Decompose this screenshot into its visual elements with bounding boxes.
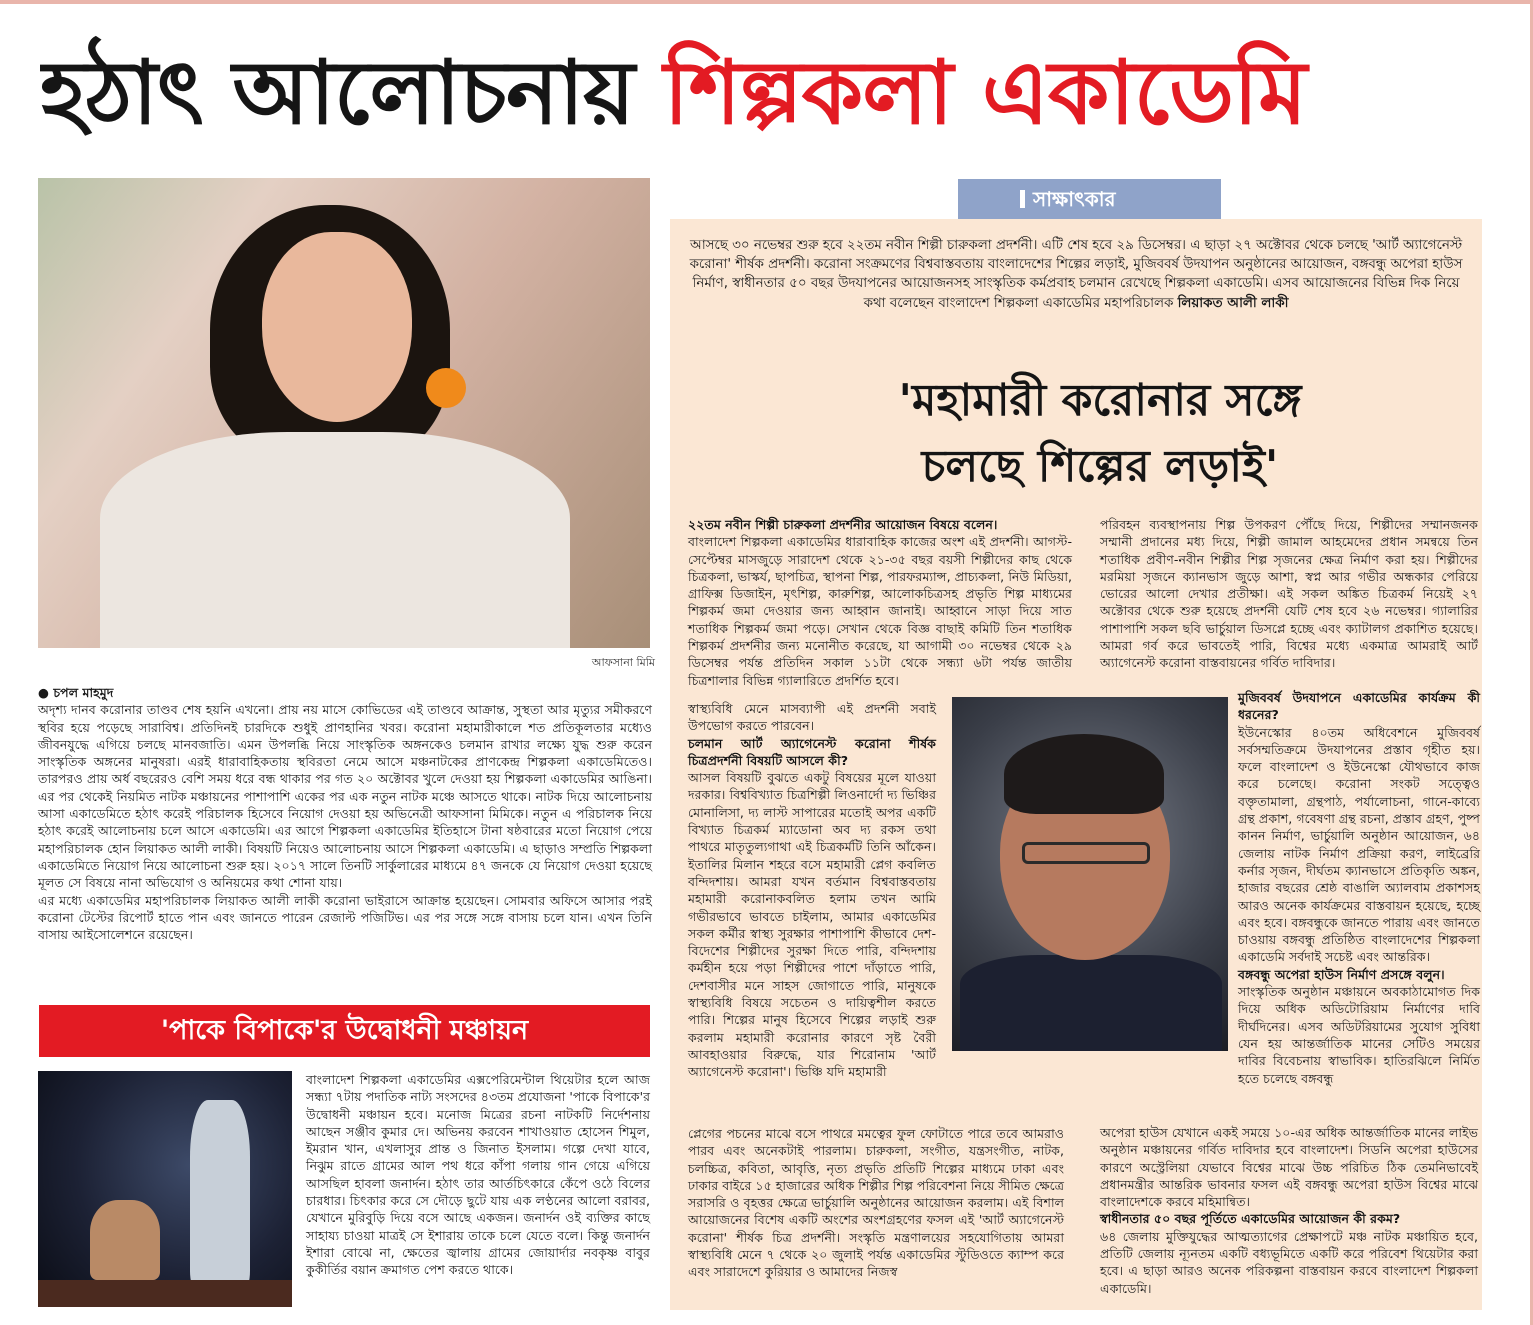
photo-credit: আফসানা মিমি (591, 656, 655, 669)
hair-flower (426, 368, 466, 408)
stage-photo (38, 1071, 292, 1307)
sub-story-banner: 'পাকে বিপাকে'র উদ্বোধনী মঞ্চায়ন (39, 1005, 650, 1057)
quote-line-1: 'মহামারী করোনার সঙ্গে (898, 375, 1302, 426)
interview-column-2b (1238, 689, 1480, 1087)
left-article-paragraph-1: অদৃশ্য দানব করোনার তাণ্ডব শেষ হয়নি এখনো। প্রায় নয় মাসে কোভিডের এই তাণ্ডবে আক্রান্ত, সুস্থতা আর মৃত্যুর সমীকরণে স্থবির হয়ে পড়েছে সারাবিশ্ব। প্রতিদিনই চারদিকে শুধুই প্রাণহানির খবর। করোনা মহামারীকালে শত প্রতিকূলতার মধ্যেও জীবনযুদ্ধে এগিয়ে চলছে মানবজাতি। এমন উপলব্ধি নিয়ে সাংস্কৃতিক অঙ্গনকেও চলমান রাখার লক্ষ্যে যুদ্ধ শুরু করেন সাংস্কৃতিক অঙ্গনের মানুষরা। এরই ধারাবাহিকতায় স্থবিরতা নেমে আসে মঞ্চনাটকের প্রাণকেন্দ্র শিল্পকলা একাডেমিতেও। তারপরও প্রায় অর্ধ বছরেরও বেশি সময় ধরে বন্ধ থাকার পর গত ২০ অক্টোবর খুলে দেওয়া হয় শিল্পকলা একাডেমির আঙিনা। এর পর থেকেই নিয়মিত নাটক মঞ্চায়নের পাশাপাশি একের পর এক নতুন নাটক মঞ্চে আসতে থাকে। নাটক দিয়ে আলোচনায় আসা একাডেমিতে হঠাৎ করেই পরিচালক হিসেবে নিয়োগ দেওয়া হয় অভিনেত্রী আফসানা মিমিকে। নতুন এ পরিচালক নিয়ে হঠাৎ করেই আলোচনায় চলে আসে একাডেমি। এর আগে শিল্পকলা একাডেমির ইতিহাসে টানা ষষ্ঠবারের মতো নিয়োগ পেয়ে মহাপরিচালক হোন লিয়াকত আলী লাকী। বিষয়টি নিয়েও আলোচনায় আসে শিল্পকলা একাডেমি। এ ছাড়াও সম্প্রতি শিল্পকলা একাডেমিতে নিয়োগ নিয়ে আলোচনা শুরু হয়। ২০১৭ সালে তিনটি সার্কুলারের মাধ্যমে ৪৭ জনকে যে নিয়োগ দেওয়া হয়েছে মূলত সে বিষয়ে নানা অভিযোগ ও অনিয়মের কথা শোনা যায়। (38, 702, 652, 891)
sub-article: বাংলাদেশ শিল্পকলা একাডেমির এক্সপেরিমেন্টাল থিয়েটার হলে আজ সন্ধ্যা ৭টায় পদাতিক নাট্য সংসদের ৪৩তম প্রযোজনা 'পাকে বিপাকে'র উদ্বোধনী মঞ্চায়ন হবে। মনোজ মিত্রের রচনা নাটকটি নির্দেশনায় আছেন সঞ্জীব কুমার দে। অভিনয় করবেন শাখাওয়াত হোসেন শিমুল, ইমরান খান, এখলাসুর প্রান্ত ও জিনাত ইসলাম। গল্পে দেখা যাবে, নিঝুম রাতে গ্রামের আল পথ ধরে কাঁপা গলায় গান গেয়ে এগিয়ে আসছিল হাবলা জনার্দন। হঠাৎ তার আর্তচিৎকারে কেঁপে ওঠে বিলের চারধার। চিৎকার করে সে দৌড়ে ছুটে যায় এক লণ্ঠনের আলো বরাবর, যেখানে মুরিবুড়ি দিয়ে বসে আছে একজন। জনার্দন ওই ব্যক্তির কাছে সাহায্য চাওয়া মাত্রই সে ইশারায় তাকে চলে যেতে বলে। কিন্তু জনার্দন ইশারা বোঝে না, ক্ষেতের জ্বালায় গ্রামের জোয়ার্দার নবকৃষ্ণ বাবুর কুকীর্তির বয়ান ক্রমাগত পেশ করতে থাকে। (306, 1072, 650, 1278)
dg-hair (1004, 734, 1164, 814)
answer-2: আসল বিষয়টি বুঝতে একটু বিষয়ের মূলে যাওয়া দরকার। বিশ্ববিখ্যাত চিত্রশিল্পী লিওনার্দো দ্য ভিঞ্চির মোনালিসা, দ্য লাস্ট সাপারের মতোই অপর একটি বিখ্যাত চিত্রকর্ম ম্যাডোনা অব দ্য রকস তথা পাথরে মাতৃতুল্যগাথা এই চিত্রকর্মটি তিনি আঁকেন। ইতালির মিলান শহরে বসে মহামারী প্লেগ কবলিত বন্দিদশায়। আমরা যখন বর্তমান বিশ্ববাস্তবতায় মহামারী করোনাকবলিত হলাম তখন আমি গভীরভাবে ভাবতে চাইলাম, আমার একাডেমির সকল কর্মীর স্বাস্থ্য সুরক্ষার পাশাপাশি কীভাবে দেশ-বিদেশের শিল্পীদের সুরক্ষা দিতে পারি, বন্দিদশায় কর্মহীন হয়ে পড়া শিল্পীদের পাশে দাঁড়াতে পারি, দেশবাসীর মনে সাহস জোগাতে পারি, মানুষকে স্বাস্থ্যবিধি বিষয়ে সচেতন ও দায়িত্বশীল করতে পারি। শিল্পের মানুষ হিসেবে শিল্পের লড়াই শুরু করলাম মহামারী করোনার কারণে সৃষ্ট বৈরী আবহাওয়ার বিরুদ্ধে, যার শিরোনাম 'আর্ট অ্যাগেনেস্ট করোনা'। ভিঞ্চি যদি মহামারী (688, 770, 936, 1080)
dg-suit (960, 955, 1222, 1051)
section-tag-label: সাক্ষাৎকার (1033, 187, 1116, 211)
stage-actor (90, 1200, 160, 1280)
left-article-paragraph-2: এর মধ্যে একাডেমির মহাপরিচালক লিয়াকত আলী লাকী করোনা ভাইরাসে আক্রান্ত হয়েছেন। সোমবার অফিসে আসার পরই করোনা টেস্টের রিপোর্ট হাতে পান এবং জানতে পারেন রেজাল্ট পজিটিভ। এর পর সঙ্গে সঙ্গে বাসায় চলে যান। এখন তিনি বাসায় আইসোলেশনে রয়েছেন। (38, 892, 652, 943)
interview-column-2c (1100, 1124, 1478, 1297)
main-headline (40, 28, 1500, 158)
question-1: ২২তম নবীন শিল্পী চারুকলা প্রদর্শনীর আয়োজন বিষয়ে বলেন। (688, 517, 998, 532)
headline-part-red: শিল্পকলা একাডেমি (663, 41, 1307, 144)
question-4: বঙ্গবন্ধু অপেরা হাউস নির্মাণ প্রসঙ্গে বলুন। (1238, 966, 1445, 982)
question-3: মুজিববর্ষ উদযাপনে একাডেমির কার্যক্রম কী ধরনের? (1238, 690, 1480, 723)
top-border (0, 0, 1533, 4)
answer-3: ইউনেস্কোর ৪০তম অধিবেশনে মুজিববর্ষ সর্বসম্মতিক্রমে উদযাপনের প্রস্তাব গৃহীত হয়। ফলে বাংলাদেশ ও ইউনেস্কো যৌথভাবে কাজ করে চলেছে। করোনা সংকট সত্ত্বেও বক্তৃতামালা, গ্রন্থপাঠ, পর্যালোচনা, গানে-কাব্যে গ্রন্থ প্রকাশ, গবেষণা গ্রন্থ রচনা, প্রস্তাব গ্রহণ, পুষ্প কানন নির্মাণ, ভার্চুয়ালি অনুষ্ঠান আয়োজন, ৬৪ জেলায় নাটক নির্মাণ প্রক্রিয়া করণ, লাইব্রেরি কর্নার সৃজন, দীর্ঘতম ক্যানভাসে প্রতিকৃতি অঙ্কন, হাজার বছরের শ্রেষ্ঠ বাঙালি অ্যালবাম প্রকাশসহ আরও অনেক কার্যক্রমের বাস্তবায়ন হয়েছে, হচ্ছে এবং হবে। বঙ্গবন্ধুকে জানতে পারায় এবং জানতে চাওয়ায় বঙ্গবন্ধু প্রতিষ্ঠিত বাংলাদেশের শিল্পকলা একাডেমি সর্বদাই সচেষ্ট এবং আন্তরিক। (1238, 724, 1480, 965)
headline-part-black: হঠাৎ আলোচনায় (40, 41, 664, 144)
section-tag (958, 179, 1221, 219)
left-article (38, 684, 652, 943)
article-author: ● চপল মাহমুদ (38, 685, 114, 700)
question-5: স্বাধীনতার ৫০ বছর পূর্তিতে একাডেমির আয়োজন কী রকম? (1100, 1211, 1401, 1227)
answer-1-end: স্বাস্থ্যবিধি মেনে মাসব্যাপী এই প্রদর্শনী সবাই উপভোগ করতে পারবেন। (688, 701, 936, 734)
question-2: চলমান আর্ট অ্যাগেনেস্ট করোনা শীর্ষক চিত্রপ্রদর্শনী বিষয়টি আসলে কী? (688, 735, 936, 768)
quote-line-2: চলছে শিল্পের লড়াই' (921, 441, 1279, 492)
answer-2-final: পরিবহন ব্যবস্থাপনায় শিল্প উপকরণ পৌঁছে দিয়ে, শিল্পীদের সম্মানজনক সম্মানী প্রদানের মধ্য দিয়ে, শিল্পী জামাল আহমেদের প্রধান সমন্বয়ে তিন শতাধিক প্রবীণ-নবীন শিল্পীর শিল্প সৃজনের ক্ষেত্র নির্মাণ করা হয়। শিল্পীদের মরমিয়া সৃজনে ক্যানভাস জুড়ে আশা, স্বপ্ন আর গভীর অন্ধকার পেরিয়ে ভোরের আলো দেখার প্রতীক্ষা। এই সকল অঙ্কিত চিত্রকর্ম নিয়েই ২৭ অক্টোবর থেকে শুরু হয়েছে প্রদর্শনী যেটি শেষ হবে ২৬ নভেম্বর। গ্যালারির পাশাপাশি সকল ছবি ভার্চুয়াল ডিসপ্লে হচ্ছে এবং ক্যাটালগ প্রকাশিত হয়েছে। আমরা গর্ব করে ভাবতেই পারি, বিশ্বের মধ্যে একমাত্র আমরাই আর্ট অ্যাগেনেস্ট করোনা বাস্তবায়নের গর্বিত দাবিদার। (1100, 517, 1478, 671)
interview-column-1 (688, 516, 1072, 689)
dg-glasses (1022, 842, 1150, 864)
interview-column-2 (1100, 516, 1478, 672)
pull-quote (780, 368, 1420, 500)
interview-column-1c (688, 1125, 1064, 1281)
actress-face (262, 232, 412, 422)
answer-2-continued: প্লেগের পচনের মাঝে বসে পাথরে মমত্বের ফুল ফোটাতে পারে তবে আমরাও পারব এবং অনেকটাই পারলাম। চারুকলা, সংগীত, যন্ত্রসংগীত, নাটক, চলচ্চিত্র, কবিতা, আবৃত্তি, নৃত্য প্রভৃতি প্রতিটি শিল্পের মাধ্যমে ঢাকা এবং ঢাকার বাইরে ১৫ হাজারের অধিক শিল্পীর শিল্প পরিবেশনা নিয়ে সীমিত ক্ষেত্রে সরাসরি ও বৃহত্তর ক্ষেত্রে ভার্চুয়ালি অনুষ্ঠানের আয়োজন করলাম। এই বিশাল আয়োজনের বিশেষ একটি অংশের অংশগ্রহণের ফসল এই 'আর্ট অ্যাগেনেস্ট করোনা' শীর্ষক চিত্র প্রদর্শনী। সংস্কৃতি মন্ত্রণালয়ের সহযোগিতায় আমরা স্বাস্থ্যবিধি মেনে ৭ থেকে ২০ জুলাই পর্যন্ত একাডেমির স্টুডিওতে ক্যাম্প করে এবং সারাদেশে কুরিয়ার ও আমাদের নিজস্ব (688, 1126, 1064, 1280)
answer-5: ৬৪ জেলায় মুক্তিযুদ্ধের আত্মত্যাগের প্রেক্ষাপটে মঞ্চ নাটক মঞ্চায়িত হবে, প্রতিটি জেলায় ন্যূনতম একটি বধ্যভূমিতে একটি করে পরিবেশ থিয়েটার করা হবে। এ ছাড়া আরও অনেক পরিকল্পনা বাস্তবায়ন করবে বাংলাদেশ শিল্পকলা একাডেমি। (1100, 1228, 1478, 1296)
answer-1: বাংলাদেশ শিল্পকলা একাডেমির ধারাবাহিক কাজের অংশ এই প্রদর্শনী। আগস্ট-সেপ্টেম্বর মাসজুড়ে সারাদেশ থেকে ২১-৩৫ বছর বয়সী শিল্পীদের কাছ থেকে চিত্রকলা, ভাস্কর্য, ছাপচিত্র, স্থাপনা শিল্প, পারফরম্যান্স, প্রাচ্যকলা, নিউ মিডিয়া, গ্রাফিক্স ডিজাইন, মৃৎশিল্প, কারুশিল্প, আলোকচিত্রসহ প্রভৃতি শিল্প মাধ্যমের শিল্পকর্ম জমা দেওয়ার জন্য আহ্বান জানাই। আহ্বানে সাড়া দিয়ে সাত শতাধিক শিল্পকর্ম জমা পড়ে। সেখান থেকে বিজ্ঞ বাছাই কমিটি তিন শতাধিক শিল্পকর্ম প্রদর্শনীর জন্য মনোনীত করেছে, যা আগামী ৩০ নভেম্বর থেকে ২৯ ডিসেম্বর পর্যন্ত প্রতিদিন সকাল ১১টা থেকে সন্ধ্যা ৬টা পর্যন্ত জাতীয় চিত্রশালার বিভিন্ন গ্যালারিতে প্রদর্শিত হবে। (688, 534, 1072, 688)
interview-intro (688, 236, 1464, 313)
intro-text: আসছে ৩০ নভেম্বর শুরু হবে ২২তম নবীন শিল্পী চারুকলা প্রদর্শনী। এটি শেষ হবে ২৯ ডিসেম্বর। এ ছাড়া ২৭ অক্টোবর থেকে চলছে 'আর্ট অ্যাগেনেস্ট করোনা' শীর্ষক প্রদর্শনী। করোনা সংক্রমণের বিশ্ববাস্তবতায় বাংলাদেশের শিল্পের লড়াই, মুজিববর্ষ উদযাপন অনুষ্ঠানের আয়োজন, বঙ্গবন্ধু অপেরা হাউস নির্মাণ, স্বাধীনতার ৫০ বছর উদযাপনের আয়োজনসহ সাংস্কৃতিক কর্মপ্রবাহ চলমান রেখেছে শিল্পকলা একাডেমি। এসব আয়োজনের বিভিন্ন দিক নিয়ে কথা বলেছেন বাংলাদেশ শিল্পকলা একাডেমির মহাপরিচালক (689, 238, 1463, 311)
interview-column-1b (688, 700, 936, 1081)
actress-saree (100, 432, 570, 648)
tag-bar-icon (1020, 190, 1025, 208)
intro-name: লিয়াকত আলী লাকী (1177, 295, 1289, 311)
stage-actress (190, 1100, 250, 1290)
stage-floor (38, 1280, 292, 1307)
answer-4-continued: অপেরা হাউস যেখানে একই সময়ে ১০-এর অধিক আন্তর্জাতিক মানের লাইভ অনুষ্ঠান মঞ্চায়নের গর্বিত দাবিদার হবে বাংলাদেশ। সিডনি অপেরা হাউসের কারণে অস্ট্রেলিয়া যেভাবে বিশ্বের মাঝে উচ্চ পরিচিত ঠিক তেমনিভাবেই প্রধানমন্ত্রীর আন্তরিক ভাবনার ফসল এই বঙ্গবন্ধু অপেরা হাউস বিশ্বের মাঝে বাংলাদেশকে করবে মহিমান্বিত। (1100, 1125, 1478, 1210)
answer-4: সাংস্কৃতিক অনুষ্ঠান মঞ্চায়নে অবকাঠামোগত দিক দিয়ে অধিক অডিটোরিয়াম নির্মাণের দাবি দীর্ঘদিনের। এসব অডিটরিয়ামের সুযোগ সুবিধা যেন হয় আন্তর্জাতিক মানের সেটিও সময়ের দাবির বিবেচনায় স্বাভাবিক। হাতিরঝিলে নির্মিত হতে চলেছে বঙ্গবন্ধু (1238, 984, 1480, 1086)
